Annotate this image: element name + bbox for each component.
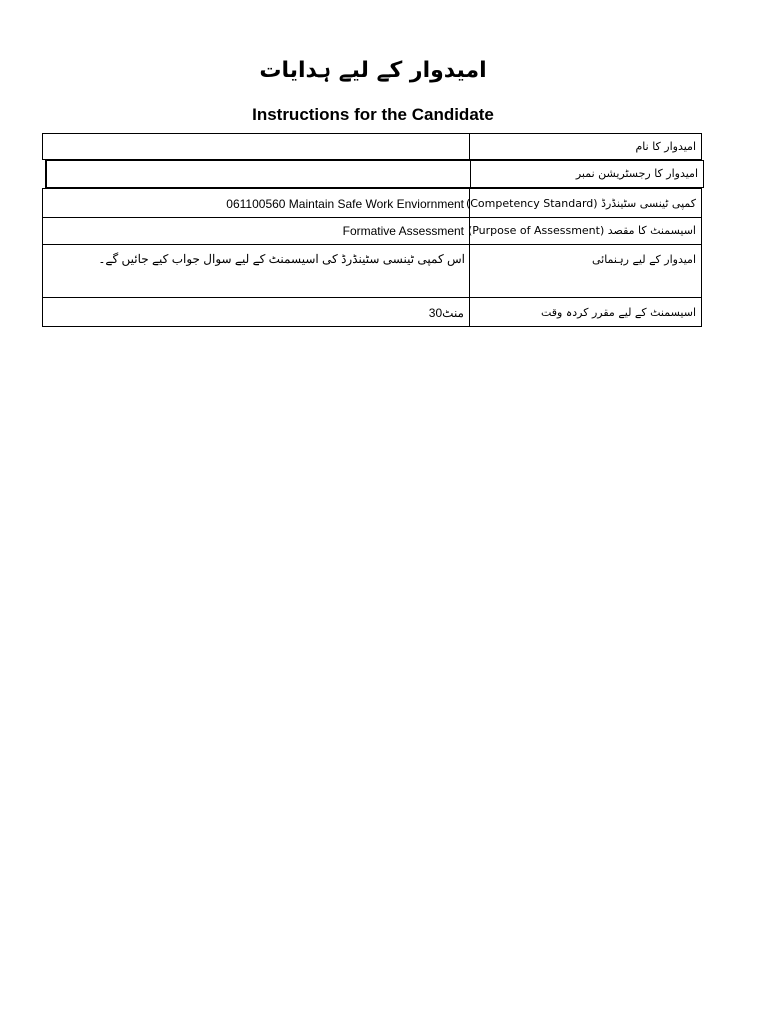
registration-number-label: امیدوار کا رجسٹریشن نمبر	[575, 167, 698, 180]
table-row-registration-number	[45, 160, 704, 188]
candidate-name-value[interactable]	[43, 134, 470, 159]
competency-standard-value: 061100560 Maintain Safe Work Enviornment	[43, 189, 470, 217]
table-row-candidate-name	[42, 133, 702, 160]
page-title: Instructions for the Candidate	[252, 105, 494, 124]
assessment-purpose-label: اسیسمنٹ کا مقصد (Purpose of Assessment)	[467, 224, 696, 237]
table-row-candidate-guidance	[42, 245, 702, 298]
assessment-time-label: اسیسمنٹ کے لیے مقرر کردہ وقت	[540, 306, 696, 319]
competency-standard-label: کمپی ٹینسی سٹینڈرڈ (Competency Standard)	[465, 197, 696, 210]
table-row-competency-standard	[42, 188, 702, 218]
candidate-guidance-label: امیدوار کے لیے رہنمائی	[591, 253, 696, 266]
page-title-urdu: امیدوار کے لیے ہدایات	[259, 58, 487, 83]
candidate-guidance-value	[43, 245, 470, 297]
assessment-purpose-value: Formative Assessment	[43, 218, 470, 244]
registration-number-value[interactable]	[47, 161, 471, 187]
candidate-guidance-text: اس کمپی ٹینسی سٹینڈرڈ کی اسیسمنٹ کے لیے سوال جواب کیے جائیں گے۔	[98, 252, 465, 266]
table-row-assessment-purpose	[42, 218, 702, 245]
assessment-time-value: 30منٹ	[43, 298, 470, 326]
candidate-name-label: امیدوار کا نام	[635, 140, 696, 153]
table-row-assessment-time	[42, 298, 702, 327]
